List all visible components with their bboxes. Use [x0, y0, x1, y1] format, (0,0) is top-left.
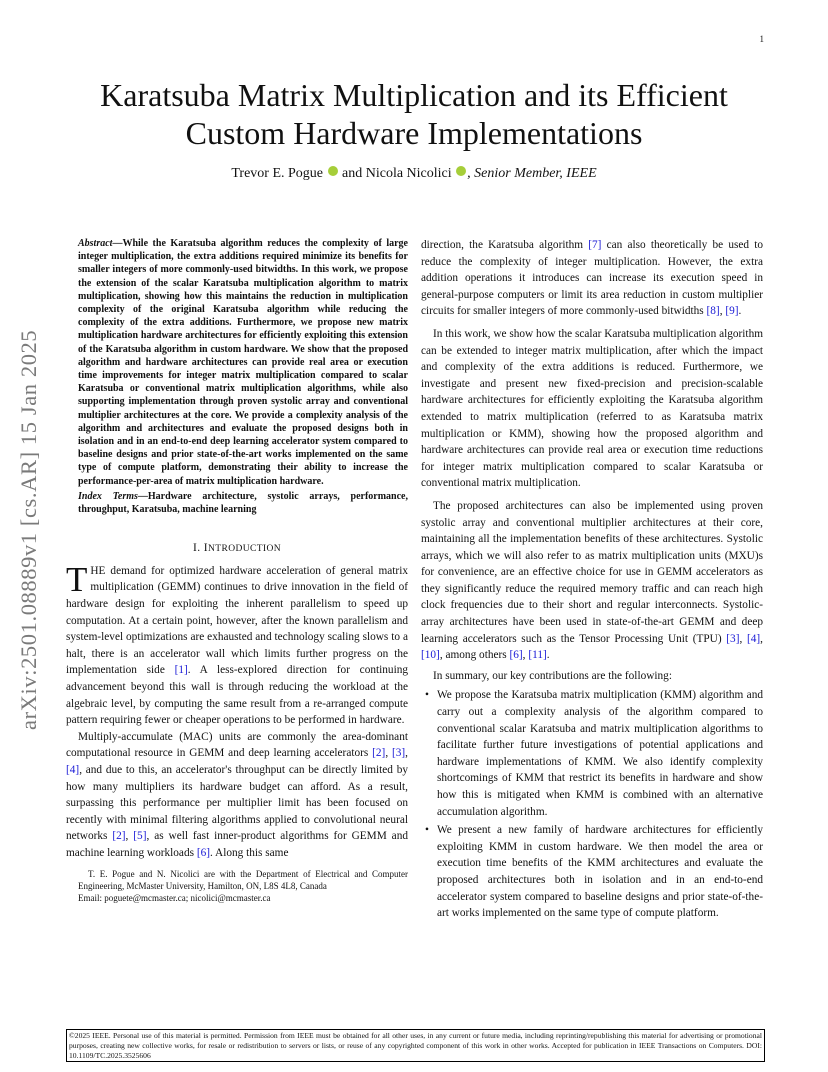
- right-paragraph-1: direction, the Karatsuba algorithm [7] can also theoretically be used to reduce the complexity of integer multiplication. However, the extra addition operations it introduces can increase its execution speed in general-purpose computers or limit its area reduction in custom multiplier circuits for smaller integers of more commonly-used bitwidths [8], [9].: [421, 239, 764, 318]
- intro-paragraph-2: Multiply-accumulate (MAC) units are commonly the area-dominant computational resource in GEMM and deep learning accelerators [2], [3], [4], and due to this, an accelerator's throughput can be directly limited by how many multipliers its hardware budget can afford. As a result, surpassing this performance per multiplier limit has been focused on recently with minimal filtering algorithms applied to convolutional neural networks [2], [5], as well fast inner-product algorithms for GEMM and machine learning workloads [6]. Along this same: [66, 730, 408, 859]
- abstract-text: —While the Karatsuba algorithm reduces the complexity of large integer multiplication, the extra additions required minimize its benefits for smaller integers of more commonly-used bitwidths. In this work, we propose the extension of the scalar Karatsuba multiplication algorithm to matrix multiplication, showing how this maintains the reduction in multiplication complexity of the original Karatsuba algorithm while reducing the complexity of the extra additions. Furthermore, we propose new matrix multiplication hardware architectures for efficiently exploiting this extension of the Karatsuba algorithm in custom hardware. We show that the proposed algorithm and hardware architectures can provide real area or execution time improvements for integer matrix multiplication compared to scalar Karatsuba or conventional matrix multiplication algorithms, while also supporting implementation through proven systolic array and conventional multiplier architectures at the core. We provide a complexity analysis of the algorithm and architectures and evaluate the proposed designs both in isolation and in an end-to-end deep learning accelerator system compared to baseline designs and prior state-of-the-art works implemented on the same type of compute platform, demonstrating their ability to increase the performance-per-area of matrix multiplication hardware.: [78, 238, 408, 487]
- index-terms-label: Index Terms: [78, 490, 138, 502]
- citation-link[interactable]: [6]: [509, 649, 523, 662]
- section-heading-introduction: I. INTRODUCTION: [192, 542, 282, 555]
- citation-link[interactable]: [3]: [726, 632, 740, 645]
- citation-link[interactable]: [11]: [528, 649, 547, 662]
- citation-link[interactable]: [10]: [421, 649, 440, 662]
- citation-link[interactable]: [6]: [196, 846, 211, 859]
- author-affiliation: , Senior Member, IEEE: [467, 166, 597, 181]
- author-footnote: T. E. Pogue and N. Nicolici are with the Department of Electrical and Computer Engineering, McMaster University, Hamilton, ON, L8S 4L8, Canada Email: poguete@mcmaster.ca; nicolici@mcmaster.ca: [78, 868, 408, 903]
- citation-link[interactable]: [7]: [588, 239, 602, 251]
- citation-link[interactable]: [4]: [746, 632, 761, 645]
- orcid-icon[interactable]: [456, 166, 466, 176]
- right-column: [421, 237, 763, 924]
- citation-link[interactable]: [1]: [174, 664, 188, 677]
- paper-title: Karatsuba Matrix Multiplication and its Efficient Custom Hardware Implementations: [100, 77, 728, 151]
- right-paragraph-4: In summary, our key contributions are the following:: [433, 669, 672, 682]
- citation-link[interactable]: [2]: [112, 830, 126, 843]
- author-1: Trevor E. Pogue: [231, 166, 324, 181]
- citation-link[interactable]: [9]: [725, 305, 739, 318]
- citation-link[interactable]: [2]: [372, 747, 386, 760]
- list-item: • We propose the Karatsuba matrix multiplication (KMM) algorithm and carry out a complexity analysis of the algorithm compared to conventional scalar Karatsuba and matrix multiplication algorithms to facilitate further future investigations of potential applications and hardware implementations of KMM. We also identify complexity shortcomings of KMM that restrict its benefits in hardware and show how this is mitigated when KMM is combined with an alternative accumulation algorithm.: [421, 687, 763, 820]
- list-item: • We present a new family of hardware architectures for efficiently exploiting KMM in custom hardware. We then model the area or execution time benefits of the KMM architectures and evaluate the proposed architectures both in isolation and in an end-to-end accelerator system compared to baseline designs and prior state-of-the-art works implemented on the same type of compute platform.: [421, 822, 763, 922]
- intro-paragraph-1: THE demand for optimized hardware acceleration of general matrix multiplication (GEMM) continues to drive innovation in the field of hardware design for exploiting the inherent parallelism to speed up computation. At a certain point, however, after the known parallelism and system-level optimizations are exhausted and technology scaling slows to a halt, there is an accelerator wall which limits further progress on the implementation side [1]. A less-explored direction for continuing advancement beyond this wall is through reducing the workload at the algebraic level, by computing the same result from a re-arranged compute pattern requiring fewer or cheaper operations to be performed in hardware.: [66, 559, 409, 727]
- right-paragraph-3: The proposed architectures can also be implemented using proven systolic array and conventional multiplier architectures at their core, maintaining all the implementation benefits of these architectures. Systolic arrays, which we will also refer to as matrix multiplication units (MXU)s for convenience, are an effective choice for use in GEMM accelerators as they significantly reduce the required memory traffic and can reach high clock frequencies due to their short and regular interconnects. Systolic-array architectures have been used in state-of-the-art GEMM and deep learning accelerators such as the Tensor Processing Unit (TPU) [3], [4], [10], among others [6], [11].: [421, 499, 763, 662]
- citation-link[interactable]: [5]: [133, 830, 147, 843]
- arxiv-stamp[interactable]: arXiv:2501.08889v1 [cs.AR] 15 Jan 2025: [16, 329, 41, 730]
- orcid-icon[interactable]: [328, 166, 338, 176]
- author-line: [60, 166, 768, 182]
- drop-cap: T: [66, 559, 88, 599]
- abstract: [66, 237, 408, 488]
- citation-link[interactable]: [4]: [66, 763, 80, 776]
- citation-link[interactable]: [8]: [706, 305, 720, 318]
- copyright-notice: ©2025 IEEE. Personal use of this material is permitted. Permission from IEEE must be obtained for all other uses, in any current or future media, including reprinting/republishing this material for advertising or promotional purposes, creating new collective works, for resale or redistribution to servers or lists, or reuse of any copyrighted component of this work in other works. Accepted for publication in IEEE Transactions on Computers. DOI: 10.1109/TC.2025.3525606: [66, 1029, 765, 1062]
- abstract-label: Abstract: [78, 238, 113, 249]
- contributions-list: [421, 687, 763, 921]
- page-number: 1: [759, 34, 764, 44]
- index-terms-text: —Hardware architecture, systolic arrays, performance, throughput, Karatsuba, machine learning: [78, 490, 408, 516]
- left-column: [66, 237, 408, 904]
- right-paragraph-2: In this work, we show how the scalar Karatsuba multiplication algorithm can be extended to integer matrix multiplication, after which the impact and complexity of the extra additions is reduced. Furthermore, we investigate and present new fixed-precision and precision-scalable hardware architectures for efficiently exploiting the Karatsuba algorithm extended to matrix multiplication (referred to as Karatsuba matrix multiplication or KMM), showing how the proposed algorithm and hardware architectures can provide real area or execution time reductions for integer matrix multiplication compared to scalar Karatsuba or conventional matrix multiplication.: [421, 327, 763, 490]
- citation-link[interactable]: [3]: [391, 747, 406, 760]
- index-terms: [66, 490, 408, 516]
- author-2: and Nicola Nicolici: [342, 166, 452, 181]
